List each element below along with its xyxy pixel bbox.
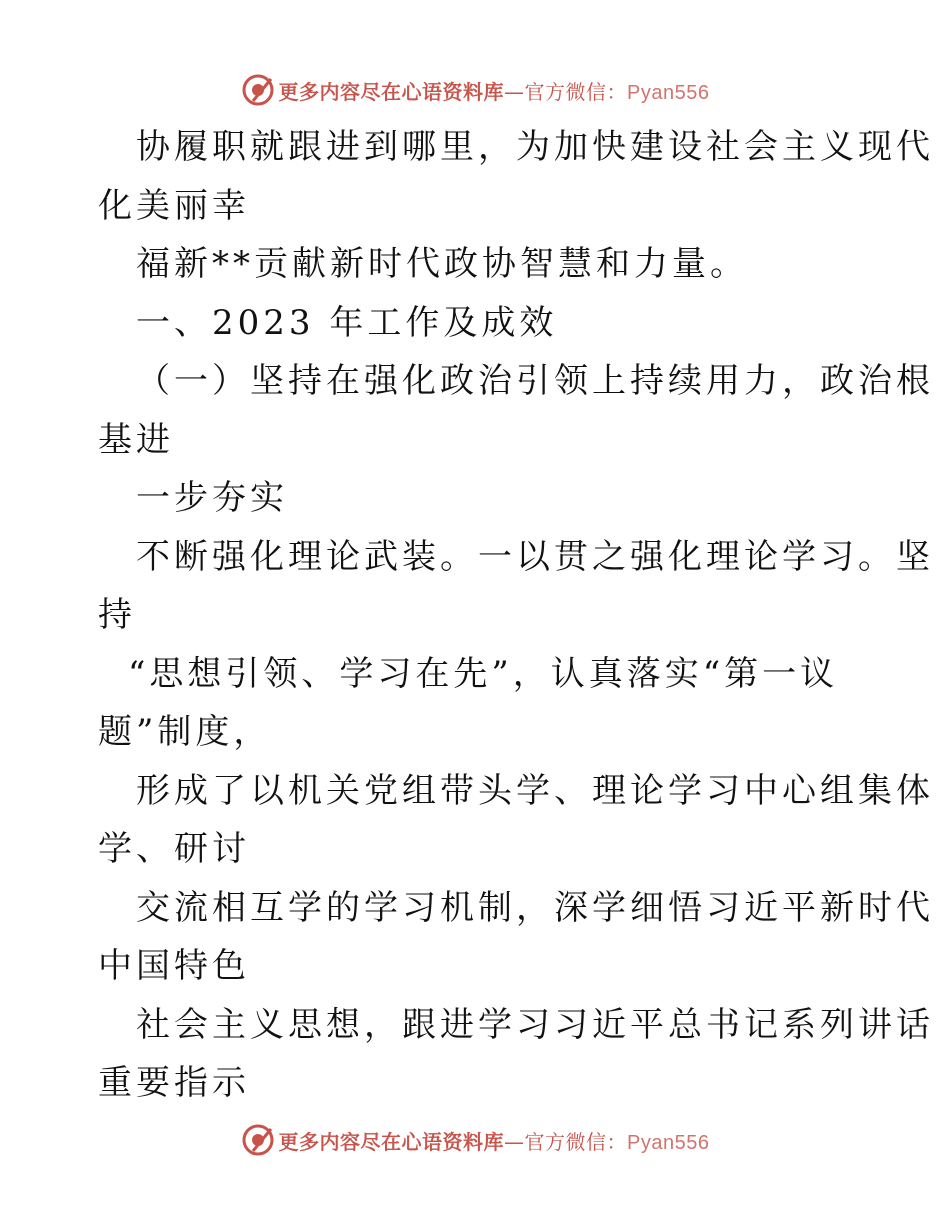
subsection-heading: （一）坚持在强化政治引领上持续用力，政治根 (136, 361, 934, 401)
watermark-separator: — (504, 1129, 525, 1154)
text-line: 题”制度， (98, 712, 272, 752)
text-line: 协履职就跟进到哪里，为加快建设社会主义现代 (136, 127, 934, 167)
watermark-sub-text: 官方微信： (524, 79, 628, 104)
text-line: 持 (98, 595, 136, 635)
text-line: 不断强化理论武装。一以贯之强化理论学习。坚 (136, 536, 934, 577)
watermark-separator: — (504, 79, 525, 104)
text-line: 福新**贡献新时代政协智慧和力量。 (136, 244, 748, 284)
watermark-account: Pyan556 (627, 81, 710, 104)
text-line: 形成了以机关党组带头学、理论学习中心组集体 (136, 770, 934, 811)
text-line: 重要指示 (98, 1063, 250, 1103)
brand-logo-icon (241, 1123, 275, 1157)
header-watermark (0, 70, 950, 110)
text-line: 化美丽幸 (98, 185, 250, 226)
text-line: 中国特色 (98, 946, 250, 986)
watermark-account: Pyan556 (627, 1131, 710, 1154)
text-line: 基进 (98, 419, 174, 460)
watermark-main-text: 更多内容尽在心语资料库 (278, 79, 505, 104)
watermark-main-text: 更多内容尽在心语资料库 (278, 1129, 505, 1154)
document-body (98, 118, 934, 1113)
text-line: 交流相互学的学习机制，深学细悟习近平新时代 (136, 887, 934, 928)
brand-logo-icon (241, 73, 275, 107)
footer-watermark (0, 1120, 950, 1160)
text-line: 社会主义思想，跟进学习习近平总书记系列讲话 (136, 1004, 934, 1045)
section-heading: 一、2023 年工作及成效 (136, 302, 558, 343)
watermark-sub-text: 官方微信： (524, 1129, 628, 1154)
text-line: 一步夯实 (136, 478, 288, 518)
text-line: “思想引领、学习在先”，认真落实“第一议 (128, 653, 839, 694)
text-line: 学、研讨 (98, 829, 250, 869)
